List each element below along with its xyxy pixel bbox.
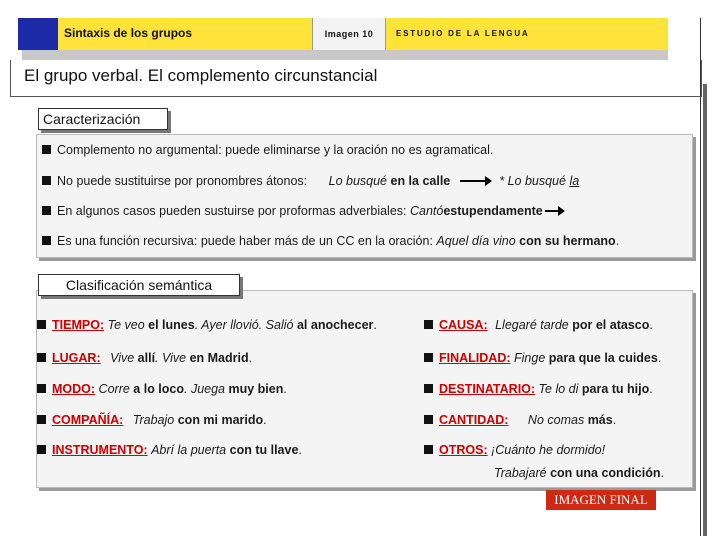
list-item: No puede sustituirse por pronombres átonos: Lo busqué en la calle * Lo busqué la [42, 174, 579, 188]
final-image-button[interactable]: IMAGEN FINAL [546, 490, 656, 510]
bullet-icon [42, 206, 51, 215]
bullet-icon [37, 415, 46, 424]
bullet-icon [424, 384, 433, 393]
bullet-icon [37, 353, 46, 362]
list-item: Complemento no argumental: puede eliminarse y la oración no es agramatical. [42, 143, 493, 157]
bullet-icon [424, 320, 433, 329]
list-item-otros: OTROS: ¡Cuánto he dormido! [424, 443, 605, 457]
header-title: Sintaxis de los grupos [64, 26, 193, 40]
list-item-otros-cont: Trabajaré con una condición. [494, 466, 664, 480]
list-item-destinatario: DESTINATARIO: Te lo di para tu hijo. [424, 382, 653, 396]
bullet-icon [37, 320, 46, 329]
bullet-icon [424, 445, 433, 454]
list-item-lugar: LUGAR: Vive allí. Vive en Madrid. [37, 351, 252, 365]
list-item-cantidad: CANTIDAD: No comas más. [424, 413, 616, 427]
bullet-icon [42, 236, 51, 245]
arrow-icon [545, 210, 563, 212]
list-item: En algunos casos pueden sustuirse por proformas adverbiales: Cantóestupendamente [42, 204, 565, 218]
list-item-finalidad: FINALIDAD: Finge para que la cuides. [424, 351, 661, 365]
arrow-icon [460, 180, 490, 182]
image-label: Imagen 10 [312, 18, 386, 50]
list-item-modo: MODO: Corre a lo loco. Juega muy bien. [37, 382, 287, 396]
bullet-icon [37, 384, 46, 393]
right-shadow [703, 84, 707, 536]
caracterizacion-label: Caracterización [38, 108, 168, 130]
bullet-icon [424, 415, 433, 424]
page-title: El grupo verbal. El complemento circunstancial [24, 66, 378, 85]
list-item-instrumento: INSTRUMENTO: Abrí la puerta con tu llave. [37, 443, 302, 457]
clasificacion-label: Clasificación semántica [38, 274, 240, 296]
list-item-causa: CAUSA: Llegaré tarde por el atasco. [424, 318, 653, 332]
section-label: ESTUDIO DE LA LENGUA [396, 29, 530, 38]
bullet-icon [42, 145, 51, 154]
bullet-icon [42, 176, 51, 185]
list-item-compania: COMPAÑÍA: Trabajo con mi marido. [37, 413, 267, 427]
list-item: Es una función recursiva: puede haber más de un CC en la oración: Aquel día vino con su hermano. [42, 234, 619, 248]
bullet-icon [424, 353, 433, 362]
header-blue-block [18, 18, 58, 50]
bullet-icon [37, 445, 46, 454]
list-item-tiempo: TIEMPO: Te veo el lunes. Ayer llovió. Salió al anochecer. [37, 318, 377, 332]
